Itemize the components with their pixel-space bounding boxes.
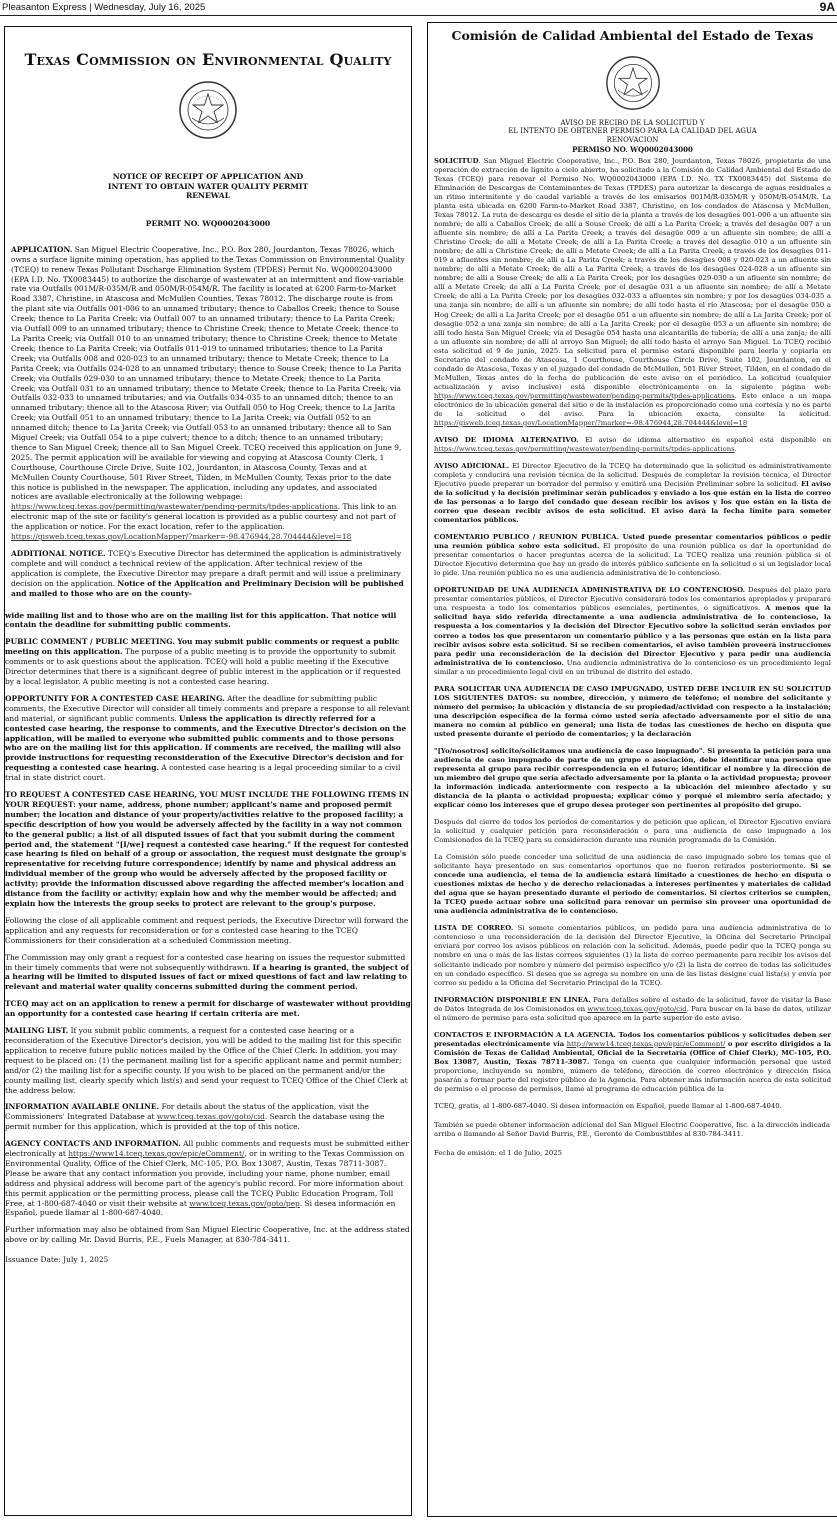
agency-contacts-paragraph: AGENCY CONTACTS AND INFORMATION. All public comments and requests must be submitted either electronically at https://www14.tceq.texas.gov/epic/eComment/, or in writing to the Texas Commission on Environmental Quality, Office of the Chief Clerk, MC-105, P.O. Box 13087, Austin, Texas 78711-3087. Please be aware that any contact information you provide, including your name, phone number, email address and physical address will become part of the agency's public record. For more information about this permit application or the permitting process, please call the TCEQ Public Education Program, Toll Free, at 1-800-687-4040 or visit their website at www.tceq.texas.gov/goto/pep. Si desea información en Español, puede llamar al 1-800-687-4040. [5,1139,409,1218]
lista-correo-paragraph: LISTA DE CORREO. Si somete comentarios públicos, un pedido para una audiencia administrativa de lo contencioso o una reconsideración de la decisión del Director Ejecutivo, la Oficina del Secretario Principal enviará por correo los avisos públicos en relación con la solicitud. Además, puede pedir que la TCEQ ponga su nombre en una o más de las listas correos siguientes (1) la lista de correo permanente para recibir los avisos del solicitante indicado por nombre y número del permiso específico y/o (2) la lista de correo de todas las solicitudes en un condado específico. Si desea que se agrega su nombre en una de las listas designe cual lista(s) y envía por correo su pedido a la Oficina del Secretario Principal de la TCEQ. [434,924,831,987]
spanish-notice [427,22,837,1517]
newspaper-header [0,0,837,16]
issuance-date: Issuance Date: July 1, 2025 [5,1255,109,1265]
agency-title-es: Comisión de Calidad Ambiental del Estado de Texas [451,28,814,43]
tceq-renew-paragraph: TCEQ may act on an application to renew a permit for discharge of wastewater without providing an opportunity for a contested case hearing if certain criteria are met. [5,999,411,1019]
contactos-paragraph: CONTACTOS E INFORMACIÓN A LA AGENCIA. Todos los comentarios públicos y solicitudes deben ser presentadas electrónicamente vía http://www14.tceq.texas.gov/epic/eComment/ o por escrito dirigidos a la Comisión de Texas de Calidad Ambiental, Oficial de la Secretaría (Office of Chief Clerk), MC-105, P.O. Box 13087, Austin, Texas 78711-3087. Tenga en cuenta que cualquier información personal que usted proporcione, incluyendo su nombre, número de teléfono, dirección de correo electrónico y dirección física pasarán a formar parte del registro público de la Agencia. Para obtener más información acerca de esta solicitud de permiso o el proceso de permisos, llame al programa de educación pública de la [434,1030,831,1093]
texas-seal-icon [178,80,238,140]
solicitud-link[interactable]: https://www.tceq.texas.gov/permitting/wastewater/pending-permits/tpdes-applications [434,391,735,400]
following-paragraph: Following the close of all applicable comment and request periods, the Executive Director will forward the application and any requests for reconsideration or for a contested case hearing to the TCEQ Commissioners for their consideration at a scheduled Commission meeting. [5,915,409,945]
aviso-title-line-1: AVISO DE RECIBO DE LA SOLICITUD Y [560,118,705,127]
comentario-paragraph: COMENTARIO PUBLICO / REUNION PUBLICA. Usted puede presentar comentarios públicos o pedir una reunión pública sobre esta solicitud. El propósito de una reunión pública es dar la oportunidad de presentar comentarios o hacer preguntas acerca de la solicitud. La TCEQ realiza una reunión pública si el Director Ejecutivo determina que hay un grado de interés público suficiente en la solicitud o si un legislador local lo pide. Una reunión pública no es una audiencia administrativa de lo contencioso. [434,533,831,578]
info-online-paragraph: INFORMATION AVAILABLE ONLINE. For details about the status of the application, visit the Commissioners' Integrated Database at www.tceq.texas.gov/goto/cid. Search the database using the permit number for this application, which is provided at the top of this notice. [5,1102,385,1132]
request-hearing-paragraph: TO REQUEST A CONTESTED CASE HEARING, YOU MUST INCLUDE THE FOLLOWING ITEMS IN YOUR REQUEST: your name, address, phone number; applicant's name and proposed permit number; the location and distance of your property/activities relative to the proposed facility; a specific description of how you would be adversely affected by the facility in a way not common to the general public; a list of all disputed issues of fact that you submit during the comment period and, the statement "[I/we] request a contested case hearing." If the request for contested case hearing is filed on behalf of a group or association, the request must designate the group's representative for receiving future correspondence; identify by name and physical address an individual member of the group who would be adversely affected by the proposed facility or activity; provide the information discussed above regarding the affected member's location and distance from the facility or activity; explain how and why the member would be affected; and explain how the interests the group seeks to protect are relevant to the group's purpose. [5,790,409,908]
notice-title-line-1: NOTICE OF RECEIPT OF APPLICATION AND [112,172,304,182]
map-link[interactable]: https://gisweb.tceq.texas.gov/LocationMapper/?marker=-98.476944,28.704444&level=18 [11,532,352,542]
cid-link-es[interactable]: www.tceq.texas.gov/goto/cid [587,1004,687,1013]
application-link[interactable]: https://www.tceq.texas.gov/permitting/wastewater/pending-permits/tpdes-applications [11,502,338,512]
tambien-paragraph: También se puede obtener información adicional del San Miguel Electric Cooperative, Inc. a la dirección indicada arriba o llamando al Señor David Burris, P.E., Gerente de Combustibles al 830-784-3411. [434,1120,830,1138]
further-info-paragraph: Further information may also be obtained from San Miguel Electric Cooperative, Inc. at the address stated above or by calling Mr. David Burris, P.E., Fuels Manager, at 830-784-3411. [5,1225,410,1245]
idioma-link[interactable]: https://www.tceq.texas.gov/permitting/wastewater/pending-permits/tpdes-applications [434,444,735,453]
info-linea-paragraph: INFORMACIÓN DISPONIBLE EN LÍNEA. Para detalles sobre el estado de la solicitud, favor de visitar la Base de Datos Integrada de los Comisionados en www.tceq.texas.gov/goto/cid. Para buscar en la base de datos, utilizar el número de permiso para esta solicitud que aparece en la parte superior de este aviso. [434,995,831,1022]
application-paragraph: APPLICATION. San Miguel Electric Cooperative, Inc., P.O. Box 280, Jourdanton, Texas 78026, which owns a surface lignite mining operation, has applied to the Texas Commission on Environmental Quality (TCEQ) to renew Texas Pollutant Discharge Elimination System (TPDES) Permit No. WQ0002043000 (EPA I.D. No. TX0083445) to authorize the discharge of wastewater at an intermittent and flow-variable rate via Outfalls 001M/R-035M/R and 050M/R-054M/R. The facility is located at 6200 Farm-to-Market Road 3387, Christine, in Atascosa and McMullen Counties, Texas 78012. The discharge route is from the plant site via Outfalls 001-006 to an unnamed tributary; thence to Caballos Creek; thence to Souse Creek; thence to La Parita Creek; via Outfall 007 to an unnamed tributary; thence to La Parita Creek; via Outfall 009 to an unnamed tributary; thence to Christine Creek; thence to Metate Creek; thence to La Parita Creek; via Outfall 010 to an unnamed tributary; thence to Christine Creek; thence to Metate Creek; thence to La Parita Creek; via Outfalls 011-019 to unnamed tributaries; thence to La Parita Creek; via Outfalls 008 and 020-023 to an unnamed tributary; thence to Metate Creek; thence to La Parita Creek; via Outfalls 024-028 to an unnamed tributary; thence to Souse Creek; thence to La Parita Creek; via Outfalls 029-030 to an unnamed tributary; thence to Metate Creek; thence to La Parita Creek; via Outfall 031 to an unnamed tributary; thence to Metate Creek; thence to La Parita Creek; via Outfalls 032-033 to unnamed tributaries; and via Outfalls 034-035 to an unnamed ditch; thence to an unnamed tributary; thence all to the Atascosa River; via Outfall 050 to Hog Creek; thence to La Jarita Creek; via Outfall 051 to an unnamed tributary; thence to La Jarita Creek; via Outfall 052 to an unnamed ditch; thence to La Jarita Creek; via Outfall 053 to an unnamed tributary; thence all to San Miguel Creek; via Outfall 054 to a pipe culvert; thence to a ditch; thence to an unnamed tributary; thence to San Miguel Creek; thence all to San Miguel Creek. TCEQ received this application on June 9, 2025. The permit application will be available for viewing and copying at Atascosa County Clerk, 1 Courthouse, Courthouse Circle Drive, Suite 102, Jourdanton, in Atascosa County, Texas and at McMullen County Courthouse, 501 River Street, Tilden, in McMullen County, Texas prior to the date this notice is published in the newspaper. The application, including any updates, and associated notices are available electronically at the following webpage: https://www.tceq.texas.gov/permitting/wastewater/pending-permits/tpdes-applications. This link to an electronic map of the site or facility's general location is provided as a public courtesy and not part of the application or notice. For the exact location, refer to the application. https://gisweb.tceq.texas.gov/LocationMapper/?marker=-98.476944,28.704444&level=18 [11,244,405,542]
mailing-list-paragraph: MAILING LIST. If you submit public comments, a request for a contested case hearing or a reconsideration of the Executive Director's decision, you will be added to the mailing list for this specific application to receive future public notices mailed by the Office of the Chief Clerk. In addition, you may request to be placed on: (1) the permanent mailing list for a specific applicant name and permit number; and/or (2) the mailing list for a specific county. If you wish to be placed on the permanent and/or the county mailing list, clearly specify which list(s) and send your request to TCEQ Office of the Chief Clerk at the address below. [5,1026,408,1095]
ecomment-link-es[interactable]: http://www14.tceq.texas.gov/epic/eComment/ [566,1039,726,1048]
pedir-paragraph-2: "[Yo/nosotros] solicito/solicitamos una audiencia de caso impugnado". Si presenta la petición para una audiencia de caso impugnado de parte de un grupo o asociación, debe identificar una persona que representa al grupo para recibir correspondencia en el futuro; identificar el nombre y la dirección de un miembro del grupo que sería afectado adversamente por la planta o la actividad propuesta; proveer la información indicada anteriormente con respecto a la ubicación del miembro afectado y su distancia de la planta o actividad propuesta; explicar cómo y porqué el miembro sería afectado; y explicar cómo los intereses que el grupo desea proteger son pertinentes al propósito del grupo. [434,746,831,810]
commission-paragraph: The Commission may only grant a request for a contested case hearing on issues the requestor submitted in their timely comments that were not subsequently withdrawn. If a hearing is granted, the subject of a hearing will be limited to disputed issues of fact or mixed questions of fact and law relating to relevant and material water quality concerns submitted during the comment period. [5,952,409,992]
cid-link[interactable]: www.tceq.texas.gov/goto/cid [156,1112,265,1122]
additional-notice-paragraph: ADDITIONAL NOTICE. TCEQ's Executive Director has determined the application is administratively complete and will conduct a technical review of the application. After technical review of the application is complete, the Executive Director may prepare a draft permit and will issue a preliminary decision on the application. Notice of the Application and Preliminary Decision will be published and mailed to those who are on the county- [11,549,404,598]
texas-seal-icon-es [605,55,661,111]
contactos-paragraph-2: TCEQ, gratis, al 1-800-687-4040. Si desea información en Español, puede llamar al 1-800-687-4040. [434,1101,782,1110]
pedir-paragraph: PARA SOLICITAR UNA AUDIENCIA DE CASO IMPUGNADO, USTED DEBE INCLUIR EN SU SOLICITUD LOS SIGUIENTES DATOS: su nombre, dirección, y número de teléfono; el nombre del solicitante y número del permiso; la ubicación y distancia de su propiedad/actividad con respecto a la instalación; una descripción específica de la forma cómo usted sería afectado adversamente por el sitio de una manera no común al público en general; una lista de todas las cuestiones de hecho en disputa que usted presente durante el período de comentarios; y la declaración [434,684,831,738]
permiso-number: PERMISO NO. WQ0002043000 [572,144,693,154]
header-publication: Pleasanton Express | Wednesday, July 16, 2025 [2,2,206,13]
contested-hearing-paragraph: OPPORTUNITY FOR A CONTESTED CASE HEARING. After the deadline for submitting public comments, the Executive Director will consider all timely comments and prepare a response to all relevant and material, or significant public comments. Unless the application is directly referred for a contested case hearing, the response to comments, and the Executive Director's decision on the application, will be mailed to everyone who submitted public comments and to those persons who are on the mailing list for this application. If comments are received, the mailing will also provide instructions for requesting reconsideration of the Executive Director's decision and for requesting a contested case hearing. A contested case hearing is a legal proceeding similar to a civil trial in state district court. [5,693,410,783]
notice-title-line-3: RENEWAL [185,191,231,201]
notice-title-line-2: INTENT TO OBTAIN WATER QUALITY PERMIT [107,181,309,191]
idioma-paragraph: AVISO DE IDIOMA ALTERNATIVO. El aviso de idioma alternativo en español está disponible en https://www.tceq.texas.gov/permitting/wastewater/pending-permits/tpdes-applications. [434,435,831,453]
fecha-emision: Fecha de emisión: el 1 de Julio, 2025 [434,1149,562,1158]
additional-notice-continued: wide mailing list and to those who are on the mailing list for this application. That notice will contain the deadline for submitting public comments. [5,610,397,630]
ecomment-link[interactable]: https://www14.tceq.texas.gov/epic/eComment/ [68,1149,245,1159]
agency-title-en: Texas Commission on Environmental Quality [24,50,392,69]
aviso-title-line-3: RENOVACION [606,136,659,144]
english-notice [4,26,412,1516]
public-comment-paragraph: PUBLIC COMMENT / PUBLIC MEETING. You may submit public comments or request a public meeting on this application. The purpose of a public meeting is to provide the opportunity to submit comments or to ask questions about the application. TCEQ will hold a public meeting if the Executive Director determines that there is a significant degree of public interest in the application or if requested by a local legislator. A public meeting is not a contested case hearing. [5,637,401,686]
oportunidad-paragraph: OPORTUNIDAD DE UNA AUDIENCIA ADMINISTRATIVA DE LO CONTENCIOSO. Después del plazo para presentar comentarios públicos, el Director Ejecutivo considerará todos los comentarios apropiados y preparará una respuesta a todo los comentarios públicos esenciales, pertinentes, o significativos. A menos que la solicitud haya sido referida directamente a una audiencia administrativa de lo contencioso, la respuesta a los comentarios y la decisión del Director Ejecutivo sobre la solicitud serán enviados por correo a todos los que presentaron un comentario público y a las personas que están en la lista para recibir avisos sobre esta solicitud. Si se reciben comentarios, el aviso también proveerá instrucciones para pedir una reconsideración de la decisión del Director Ejecutivo y para pedir una audiencia administrativa de lo contencioso. Una audiencia administrativa de lo contencioso es un procedimiento legal similar a un procedimiento legal civil en un tribunal de distrito del estado. [434,586,831,676]
mapa-link[interactable]: https://gisweb.tceq.texas.gov/LocationMapper/?marker=-98.476944,28.704444&level=18 [434,418,748,427]
pep-link[interactable]: www.tceq.texas.gov/goto/pep [189,1198,300,1208]
comision-paragraph: La Comisión sólo puede conceder una solicitud de una audiencia de caso impugnado sobre los temas que el solicitante haya presentado en sus comentarios oportunos que no fueron retirados posteriormente. Si se concede una audiencia, el tema de la audiencia estará limitado a cuestiones de hecho en disputa o cuestiones mixtas de hecho y de derecho relacionadas a intereses pertinentes y materiales de calidad del agua que se hayan presentado durante el período de comentarios. Si ciertos criterios se cumplen, la TCEQ puede actuar sobre una solicitud para renovar un permiso sin proveer una oportunidad de una audiencia administrativa de lo contencioso. [434,853,831,916]
despues-paragraph: Después del cierre de todos los períodos de comentarios y de petición que aplican, el Director Ejecutivo enviará la solicitud y cualquier petición para reconsideración o para una audiencia de caso impugnado a los Comisionados de la TCEQ para su consideración durante una reunión programada de la Comisión. [434,818,831,845]
permit-number: PERMIT NO. WQ0002043000 [145,218,271,228]
adicional-paragraph: AVISO ADICIONAL. El Director Ejecutivo de la TCEQ ha determinado que la solicitud es administrativamente completa y conducirá una revisión técnica de la solicitud. Después de completar la revisión técnica, el Director Ejecutivo puede preparar un borrador del permiso y emitirá una Decisión Preliminar sobre la solicitud. El aviso de la solicitud y la decisión preliminar serán publicados y enviado a los que están en la lista de correo de las personas a lo largo del condado que desean recibir los avisos y los que están en la lista de correo que desean recibir avisos de esta solicitud. El aviso dará la fecha límite para someter comentarios públicos. [434,461,831,525]
solicitud-paragraph: SOLICITUD. San Miguel Electric Cooperative, Inc., P.O. Box 280, Jourdanton, Texas 78026, propietaria de una operación de extracción de lignito a cielo abierto, ha solicitado a la Comisión de Calidad Ambiental del Estado de Texas (TCEQ) para renovar el Permiso No. WQ0002043000 (EPA I.D. No. TX TX0083445) del Sistema de Eliminación de Descargas de Contaminantes de Texas (TPDES) para autorizar la descarga de aguas residuales a un ritmo intermitente y de caudal variable a través de los emisarios 001M/R-035M/R y 050M/R-054M/R. La planta está ubicada en 6200 Farm-to-Market Road 3387, Christine, en los condados de Atascosa y McMullen, Texas 78012. La ruta de descarga es desde el sitio de la planta a través de los desagües 001-006 a un afluente sin nombre; de allí a Caballos Creek; de allí a Souse Creek; de allí a La Parita Creek; a través del desagüe 007 a un afluente sin nombre; de allí a La Parita Creek; a través del desagüe 009 a un afluente sin nombre; de allí a Christine Creek; de allí a Metate Creek; de allí a La Parita Creek; a través del desagüe 010 a un afluente sin nombre; de allí a Christine Creek; de allí a Metate Creek; de allí a La Parita Creek; a través de los desagües 011-019 a afluentes sin nombre; de allí a La Parita Creek; a través de los desagües 008 y 020-023 a un afluente sin nombre; de allí a Metate Creek; de allí a La Parita Creek; a través de los desagües 024-028 a un afluente sin nombre; de allí a Souse Creek; de allí a La Parita Creek; por los desagües 029-030 a un afluente sin nombre; de allí a Metate Creek; de allí a La Parita Creek; por el desagüe 031 a un afluente sin nombre; de allí a Metate Creek; de allí a La Parita Creek; por los desagües 032-033 a afluentes sin nombre; y por los desagües 034-035 a una zanja sin nombre; de allí a un afluente sin nombre; de allí todo hasta el río Atascosa; por el desagüe 050 a Hog Creek; de allí a La Jarita Creek; por el desagüe 051 a un afluente sin nombre; de allí a La Jarita Creek; por el desagüe 052 a una zanja sin nombre; de allí a La Jarita Creek; por el desagüe 053 a un afluente sin nombre; de allí todo hasta San Miguel Creek; vía el Desagüe 054 hasta una alcantarilla de tubería; de allí a una zanja; de allí a un afluente sin nombre; de allí al arroyo San Miguel; de allí todo hasta el arroyo San Miguel. La TCEQ recibió esta solicitud el 9 de junio, 2025. La solicitud para el permiso estará disponible para leerla y copiarla en Secretario del condado de Atascosa, 1 Courthouse, Courthouse Circle Drive, Suite 102, Jourdanton, en el condado de Atascosa, Texas y en el juzgado del condado de McMullen, 501 River Street, Tilden, en el condado de McMullen, Texas antes de la fecha de publicación de este aviso en el periódico. La solicitud (cualquier actualización y aviso inclusive) está disponible electrónicamente en la siguiente página web: https://www.tceq.texas.gov/permitting/wastewater/pending-permits/tpdes-applications. Este enlace a un mapa electrónico de la ubicación general del sitio o de la instalación es proporcionado como una cortesía y no es parte de la solicitud o del aviso. Para la ubicación exacta, consulte la solicitud. https://gisweb.tceq.texas.gov/LocationMapper/?marker=-98.476944,28.704444&level=18 [434,156,831,427]
page-number: 9A [819,0,835,14]
aviso-title-line-2: EL INTENTO DE OBTENER PERMISO PARA LA CALIDAD DEL AGUA [508,127,757,136]
